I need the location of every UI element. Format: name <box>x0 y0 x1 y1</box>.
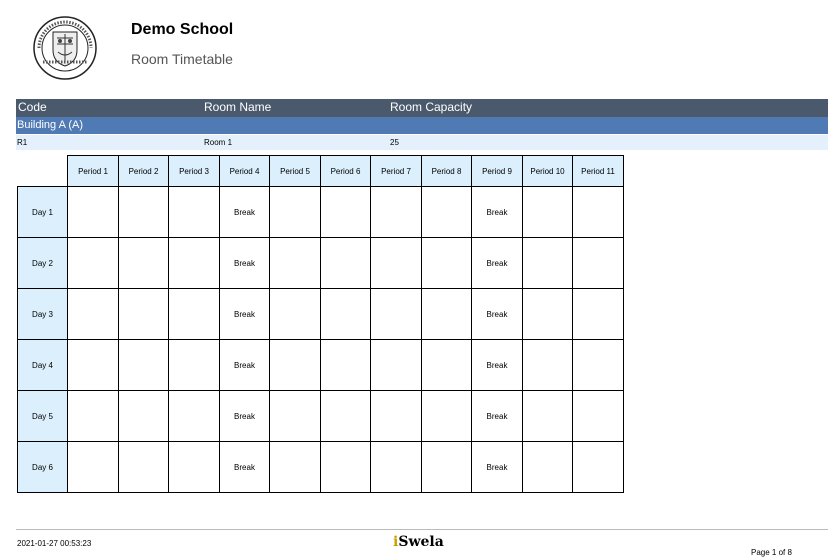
iswela-logo <box>393 534 444 550</box>
period-header: Period 3 <box>169 156 220 187</box>
timetable-cell <box>68 289 119 340</box>
period-header: Period 6 <box>321 156 371 187</box>
timetable-cell: Break <box>472 340 523 391</box>
timetable-cell <box>119 187 169 238</box>
timetable-cell <box>371 340 422 391</box>
day-row <box>18 391 624 442</box>
timetable-cell: Break <box>220 340 270 391</box>
timetable-cell <box>169 289 220 340</box>
timetable-cell <box>422 238 472 289</box>
brand-suffix: Swela <box>398 534 444 550</box>
timetable-cell <box>371 187 422 238</box>
day-label: Day 4 <box>18 340 68 391</box>
timetable-cell <box>573 340 624 391</box>
period-header-row <box>18 156 624 187</box>
timetable-cell <box>573 238 624 289</box>
period-header: Period 8 <box>422 156 472 187</box>
timetable-cell: Break <box>472 289 523 340</box>
timetable-cell <box>68 442 119 493</box>
timetable-cell <box>169 187 220 238</box>
period-header: Period 9 <box>472 156 523 187</box>
footer-divider <box>16 529 828 530</box>
building-group-header <box>16 117 828 134</box>
day-row <box>18 289 624 340</box>
timetable-cell <box>573 391 624 442</box>
room-name: Room 1 <box>204 138 233 147</box>
building-group-label: Building A (A) <box>17 119 84 131</box>
timetable-cell <box>270 289 321 340</box>
timetable-grid <box>17 155 624 493</box>
day-label: Day 5 <box>18 391 68 442</box>
timetable-cell <box>270 340 321 391</box>
day-label: Day 1 <box>18 187 68 238</box>
timetable-cell <box>68 391 119 442</box>
room-capacity: 25 <box>390 138 399 147</box>
timetable-cell <box>523 289 573 340</box>
school-name: Demo School <box>131 21 234 38</box>
timetable-cell <box>371 391 422 442</box>
day-label: Day 3 <box>18 289 68 340</box>
period-header: Period 7 <box>371 156 422 187</box>
timetable-cell <box>321 187 371 238</box>
timetable-cell <box>321 442 371 493</box>
timetable-cell <box>68 187 119 238</box>
timetable-cell <box>422 391 472 442</box>
timetable-cell <box>422 340 472 391</box>
code-column-header: Code <box>18 100 47 114</box>
page-number: Page 1 of 8 <box>751 548 792 557</box>
timetable-cell <box>523 442 573 493</box>
timetable-corner <box>18 156 68 187</box>
timetable-cell: Break <box>472 238 523 289</box>
timetable-cell: Break <box>220 238 270 289</box>
day-row <box>18 187 624 238</box>
timetable-cell <box>68 238 119 289</box>
timetable-cell <box>321 289 371 340</box>
timetable-cell <box>523 340 573 391</box>
timetable-cell <box>270 391 321 442</box>
timetable-cell <box>321 340 371 391</box>
timetable-cell <box>119 442 169 493</box>
column-header-bar <box>16 99 828 117</box>
timetable-cell <box>321 391 371 442</box>
day-row <box>18 238 624 289</box>
period-header: Period 5 <box>270 156 321 187</box>
timetable-cell: Break <box>220 187 270 238</box>
timetable-cell <box>270 442 321 493</box>
timetable-cell: Break <box>220 442 270 493</box>
footer-timestamp: 2021-01-27 00:53:23 <box>17 539 92 548</box>
timetable-cell <box>270 238 321 289</box>
timetable-cell <box>321 238 371 289</box>
timetable-cell <box>270 187 321 238</box>
timetable-cell <box>169 391 220 442</box>
timetable-cell: Break <box>220 289 270 340</box>
room-capacity-column-header: Room Capacity <box>390 100 473 114</box>
timetable-cell <box>169 340 220 391</box>
brand-prefix: i <box>393 534 399 550</box>
timetable-cell <box>573 289 624 340</box>
timetable-cell <box>371 289 422 340</box>
timetable-cell <box>422 187 472 238</box>
timetable-cell <box>119 238 169 289</box>
period-header: Period 10 <box>523 156 573 187</box>
timetable-cell: Break <box>472 391 523 442</box>
timetable-cell: Break <box>472 187 523 238</box>
school-crest-icon <box>31 16 99 80</box>
timetable-cell <box>422 442 472 493</box>
timetable-cell <box>523 391 573 442</box>
room-name-column-header: Room Name <box>204 100 272 114</box>
period-header: Period 1 <box>68 156 119 187</box>
timetable-cell <box>119 289 169 340</box>
period-header: Period 4 <box>220 156 270 187</box>
timetable-cell <box>119 340 169 391</box>
timetable-cell <box>169 238 220 289</box>
day-label: Day 6 <box>18 442 68 493</box>
timetable-cell: Break <box>472 442 523 493</box>
timetable-cell <box>371 238 422 289</box>
timetable-cell <box>573 187 624 238</box>
day-row <box>18 340 624 391</box>
timetable-cell <box>523 238 573 289</box>
timetable-cell <box>422 289 472 340</box>
timetable-cell <box>169 442 220 493</box>
timetable-cell <box>119 391 169 442</box>
day-label: Day 2 <box>18 238 68 289</box>
day-row <box>18 442 624 493</box>
timetable-cell <box>523 187 573 238</box>
room-row <box>16 135 828 150</box>
timetable-cell <box>371 442 422 493</box>
timetable-cell <box>68 340 119 391</box>
room-code: R1 <box>17 138 28 147</box>
period-header: Period 2 <box>119 156 169 187</box>
timetable-cell <box>573 442 624 493</box>
period-header: Period 11 <box>573 156 624 187</box>
timetable-cell: Break <box>220 391 270 442</box>
report-title: Room Timetable <box>131 51 233 67</box>
